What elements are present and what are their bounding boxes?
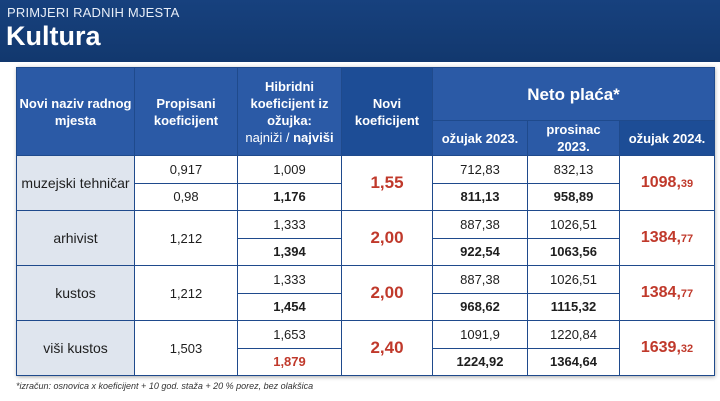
header-hibridni bbox=[238, 68, 342, 156]
ozujak-2024-dec: 39 bbox=[680, 178, 694, 190]
header-hibridni-sep: / bbox=[282, 129, 294, 145]
novi-koeficijent-value: 1,55 bbox=[342, 156, 433, 211]
ozujak-2023-max-value: 1224,92 bbox=[433, 348, 528, 376]
salary-table-frame bbox=[16, 67, 714, 376]
prosinac-2023-value: 1026,51 bbox=[528, 211, 620, 239]
novi-koeficijent-value: 2,00 bbox=[342, 211, 433, 266]
table-row bbox=[17, 266, 715, 294]
novi-koeficijent-value: 2,40 bbox=[342, 321, 433, 376]
ozujak-2024-value bbox=[620, 321, 715, 376]
hibridni-min-value: 1,333 bbox=[238, 266, 342, 294]
propisani-value: 1,503 bbox=[135, 321, 238, 376]
header-ozujak-2024: ožujak 2024. bbox=[620, 121, 715, 156]
hibridni-max-value: 1,879 bbox=[238, 348, 342, 376]
prosinac-2023-max-value: 958,89 bbox=[528, 183, 620, 211]
prosinac-2023-value: 1026,51 bbox=[528, 266, 620, 294]
hibridni-max-value: 1,454 bbox=[238, 293, 342, 321]
prosinac-2023-max-value: 1115,32 bbox=[528, 293, 620, 321]
ozujak-2024-dec: 32 bbox=[680, 343, 694, 355]
job-name: muzejski tehničar bbox=[17, 156, 135, 211]
header-prosinac-2023: prosinac 2023. bbox=[528, 121, 620, 156]
header-name: Novi naziv radnog mjesta bbox=[17, 68, 135, 156]
page-subtitle: PRIMJERI RADNIH MJESTA bbox=[7, 5, 180, 20]
page-title: Kultura bbox=[6, 21, 101, 51]
ozujak-2024-int: 1098, bbox=[640, 174, 681, 191]
job-name: kustos bbox=[17, 266, 135, 321]
ozujak-2023-max-value: 968,62 bbox=[433, 293, 528, 321]
prosinac-2023-max-value: 1063,56 bbox=[528, 238, 620, 266]
novi-koeficijent-value: 2,00 bbox=[342, 266, 433, 321]
ozujak-2024-int: 1384, bbox=[640, 284, 681, 301]
propisani-value: 1,212 bbox=[135, 266, 238, 321]
propisani-value: 1,212 bbox=[135, 211, 238, 266]
table-row bbox=[17, 211, 715, 239]
hibridni-max-value: 1,394 bbox=[238, 238, 342, 266]
hibridni-min-value: 1,653 bbox=[238, 321, 342, 349]
job-name: viši kustos bbox=[17, 321, 135, 376]
ozujak-2024-value bbox=[620, 211, 715, 266]
header-hibridni-min: najniži bbox=[245, 129, 283, 145]
propisani-value: 0,98 bbox=[135, 183, 238, 211]
table-row bbox=[17, 321, 715, 349]
header-hibridni-max: najviši bbox=[293, 129, 334, 145]
ozujak-2024-dec: 77 bbox=[680, 288, 694, 300]
table-row bbox=[17, 156, 715, 184]
job-name: arhivist bbox=[17, 211, 135, 266]
prosinac-2023-max-value: 1364,64 bbox=[528, 348, 620, 376]
header-neto: Neto plaća* bbox=[433, 68, 715, 121]
ozujak-2023-value: 887,38 bbox=[433, 211, 528, 239]
prosinac-2023-value: 832,13 bbox=[528, 156, 620, 184]
header-banner bbox=[0, 0, 720, 62]
hibridni-max-value: 1,176 bbox=[238, 183, 342, 211]
ozujak-2023-value: 1091,9 bbox=[433, 321, 528, 349]
ozujak-2024-int: 1384, bbox=[640, 229, 681, 246]
ozujak-2024-value bbox=[620, 156, 715, 211]
hibridni-min-value: 1,333 bbox=[238, 211, 342, 239]
header-novi: Novi koeficijent bbox=[342, 68, 433, 156]
header-hibridni-label: Hibridni koeficijent iz ožujka: bbox=[250, 78, 329, 128]
ozujak-2023-max-value: 922,54 bbox=[433, 238, 528, 266]
salary-table bbox=[16, 67, 715, 376]
ozujak-2024-int: 1639, bbox=[640, 339, 681, 356]
prosinac-2023-value: 1220,84 bbox=[528, 321, 620, 349]
ozujak-2023-value: 887,38 bbox=[433, 266, 528, 294]
header-ozujak-2023: ožujak 2023. bbox=[433, 121, 528, 156]
footnote: *izračun: osnovica x koeficijent + 10 god. staža + 20 % porez, bez olakšica bbox=[16, 381, 314, 391]
header-propisani: Propisani koeficijent bbox=[135, 68, 238, 156]
ozujak-2023-value: 712,83 bbox=[433, 156, 528, 184]
ozujak-2023-max-value: 811,13 bbox=[433, 183, 528, 211]
hibridni-min-value: 1,009 bbox=[238, 156, 342, 184]
ozujak-2024-dec: 77 bbox=[680, 233, 694, 245]
propisani-value: 0,917 bbox=[135, 156, 238, 184]
ozujak-2024-value bbox=[620, 266, 715, 321]
